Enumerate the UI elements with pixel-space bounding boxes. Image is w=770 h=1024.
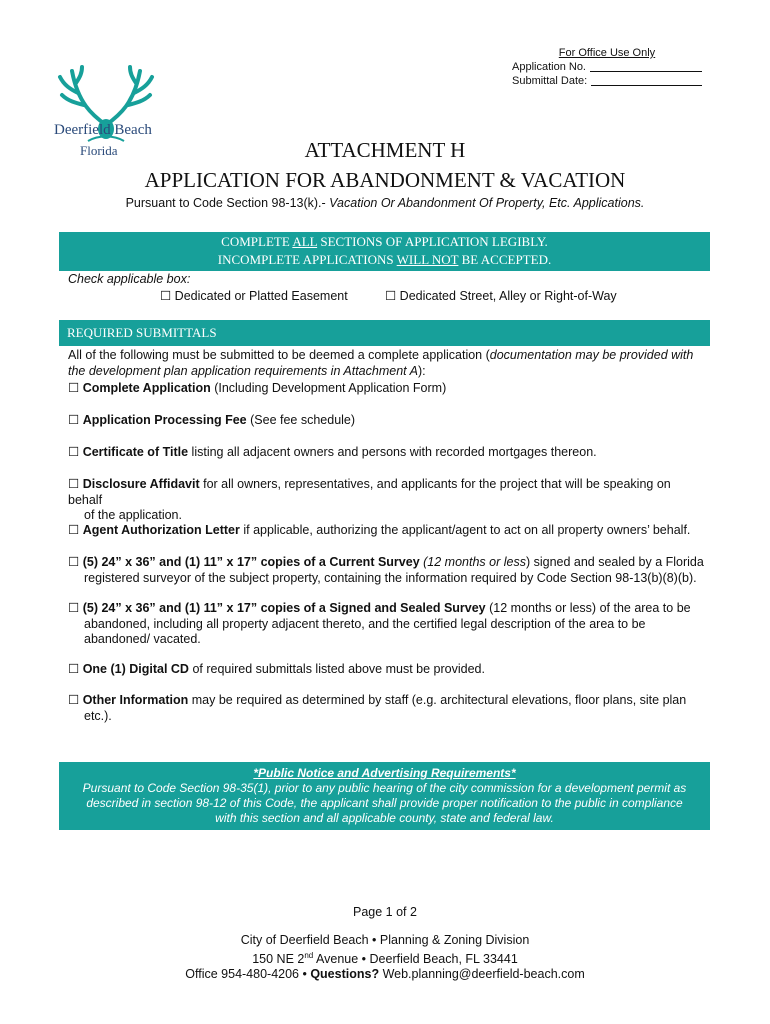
submittal-item[interactable] bbox=[68, 413, 708, 429]
item-title: Certificate of Title bbox=[82, 445, 189, 459]
intro-post: ): bbox=[417, 363, 426, 378]
item-text: for all owners, representatives, and applicants for the project that will be speaking on behalf bbox=[68, 477, 671, 507]
footer-contact bbox=[0, 967, 770, 982]
intro-italic: documentation may be provided with the development plan application requirements in Attachment A bbox=[68, 348, 694, 378]
item-text-cont: abandoned, including all property adjacent thereto, and the certified legal description of the area to be bbox=[84, 616, 646, 631]
item-text-cont2: abandoned/ vacated. bbox=[84, 632, 201, 646]
item-text: (See fee schedule) bbox=[246, 413, 356, 427]
footer bbox=[0, 933, 770, 982]
address-pre: 150 NE 2 bbox=[252, 952, 305, 967]
banner-line1-post: SECTIONS OF APPLICATION LEGIBLY. bbox=[317, 234, 548, 249]
footer-address bbox=[0, 948, 770, 967]
checkbox-dedicated-street[interactable]: ☐ Dedicated Street, Alley or Right-of-Way bbox=[385, 289, 617, 303]
application-no-line bbox=[590, 60, 702, 72]
item-title: Complete Application bbox=[82, 381, 211, 395]
item-title: Disclosure Affidavit bbox=[82, 477, 200, 491]
page-number: Page 1 of 2 bbox=[353, 905, 417, 919]
instruction-banner bbox=[59, 232, 710, 271]
application-no-row bbox=[512, 60, 702, 74]
notice-line-3: with this section and all applicable county, state and federal law. bbox=[215, 811, 554, 825]
submittal-item[interactable] bbox=[68, 445, 708, 461]
logo-name: Deerfield Beach bbox=[54, 122, 152, 138]
item-text: ) signed and sealed by a Florida bbox=[525, 555, 704, 569]
item-text-cont: registered surveyor of the subject property, containing the information required by Code Section 98-13(b)(8)(b). bbox=[84, 570, 697, 585]
item-text: (12 months or less) of the area to be bbox=[485, 601, 691, 615]
submittal-item[interactable] bbox=[68, 477, 708, 524]
submittal-item[interactable] bbox=[68, 601, 708, 648]
checkbox-icon[interactable]: ☐ bbox=[68, 601, 80, 615]
item-title: Agent Authorization Letter bbox=[82, 523, 240, 537]
intro-pre: All of the following must be submitted to be deemed a complete application ( bbox=[68, 348, 490, 362]
item-text: listing all adjacent owners and persons with recorded mortgages thereon. bbox=[188, 445, 597, 459]
notice-line-1: Pursuant to Code Section 98-35(1), prior to any public hearing of the city commission for a development permit as bbox=[82, 781, 687, 795]
pursuant-italic: Vacation Or Abandonment Of Property, Etc. Applications. bbox=[329, 196, 645, 210]
banner-line2-pre: INCOMPLETE APPLICATIONS bbox=[217, 252, 397, 267]
office-use-box bbox=[512, 46, 702, 88]
required-intro bbox=[68, 348, 708, 379]
item-title: One (1) Digital CD bbox=[82, 662, 189, 676]
banner-line2-u: WILL NOT bbox=[396, 252, 459, 267]
address-post: Avenue • Deerfield Beach, FL 33441 bbox=[313, 952, 518, 967]
contact-email-link[interactable]: Web.planning@deerfield-beach.com bbox=[379, 967, 585, 982]
banner-line-2 bbox=[59, 251, 710, 269]
submittal-item[interactable] bbox=[68, 381, 708, 397]
banner-line1-u: ALL bbox=[292, 234, 318, 249]
checkbox-icon[interactable]: ☐ bbox=[68, 523, 80, 537]
item-title: (5) 24” x 36” and (1) 11” x 17” copies of a Current Survey bbox=[82, 555, 420, 569]
checkbox-icon[interactable]: ☐ bbox=[68, 445, 80, 459]
checkbox-platted-easement[interactable]: ☐ Dedicated or Platted Easement bbox=[160, 289, 348, 303]
submittal-item[interactable] bbox=[68, 693, 708, 724]
item-title: Other Information bbox=[82, 693, 189, 707]
check-label: Check applicable box: bbox=[68, 272, 191, 286]
questions-label: Questions? bbox=[310, 967, 380, 982]
office-phone: Office 954-480-4206 • bbox=[185, 967, 311, 982]
checkbox-icon[interactable]: ☐ bbox=[68, 555, 80, 569]
checkbox-icon[interactable]: ☐ bbox=[68, 477, 80, 491]
notice-title: *Public Notice and Advertising Requirements* bbox=[253, 766, 516, 780]
checkbox-icon[interactable]: ☐ bbox=[68, 693, 80, 707]
office-use-title: For Office Use Only bbox=[558, 47, 656, 59]
footer-division: City of Deerfield Beach • Planning & Zoning Division bbox=[240, 933, 530, 947]
item-title: Application Processing Fee bbox=[82, 413, 247, 427]
pursuant-prefix: Pursuant to Code Section 98-13(k).- bbox=[125, 196, 330, 210]
submittal-item[interactable] bbox=[68, 662, 708, 678]
required-submittals-heading: REQUIRED SUBMITTALS bbox=[59, 320, 710, 346]
banner-line-1 bbox=[59, 233, 710, 251]
submittal-date-line bbox=[591, 74, 702, 86]
logo-state: Florida bbox=[80, 143, 118, 158]
banner-line2-post: BE ACCEPTED. bbox=[458, 252, 552, 267]
submittal-date-row bbox=[512, 74, 702, 88]
page-title: ATTACHMENT H bbox=[304, 138, 466, 162]
public-notice-box bbox=[59, 762, 710, 830]
item-text: may be required as determined by staff (e.g. architectural elevations, floor plans, site plan bbox=[188, 693, 687, 707]
checkbox-icon[interactable]: ☐ bbox=[68, 413, 80, 427]
banner-line1-pre: COMPLETE bbox=[221, 234, 293, 249]
notice-line-2: described in section 98-12 of this Code, the applicant shall provide proper notification to the public in compliance bbox=[86, 796, 683, 810]
item-text-cont: etc.). bbox=[84, 708, 112, 723]
page-subtitle: APPLICATION FOR ABANDONMENT & VACATION bbox=[144, 168, 626, 192]
pursuant-text bbox=[0, 196, 770, 210]
submittal-item[interactable] bbox=[68, 555, 708, 586]
item-text: (Including Development Application Form) bbox=[210, 381, 447, 395]
checkbox-icon[interactable]: ☐ bbox=[68, 381, 80, 395]
application-no-label: Application No. bbox=[512, 61, 586, 73]
address-sup: nd bbox=[304, 951, 314, 960]
item-text-cont: of the application. bbox=[84, 508, 182, 522]
item-text: if applicable, authorizing the applicant/agent to act on all property owners’ behalf. bbox=[239, 523, 691, 537]
submittal-date-label: Submittal Date: bbox=[512, 75, 588, 87]
item-title: (5) 24” x 36” and (1) 11” x 17” copies of a Signed and Sealed Survey bbox=[82, 601, 486, 615]
item-italic: (12 months or less bbox=[419, 555, 526, 569]
checkbox-icon[interactable]: ☐ bbox=[68, 662, 80, 676]
item-text: of required submittals listed above must be provided. bbox=[188, 662, 485, 676]
submittal-item[interactable] bbox=[68, 523, 708, 539]
